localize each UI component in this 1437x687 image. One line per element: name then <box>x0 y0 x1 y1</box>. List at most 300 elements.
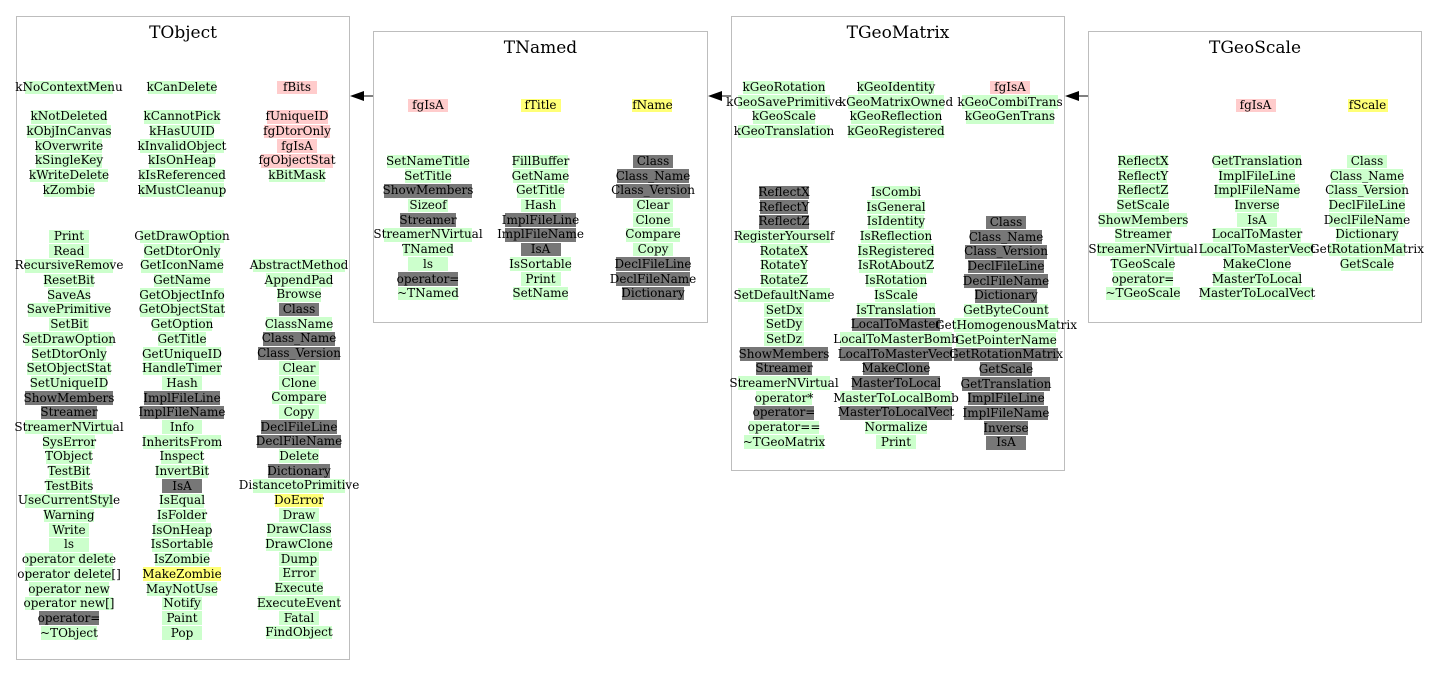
member-label: IsZombie <box>153 552 211 567</box>
member-label: ShowMembers <box>382 183 474 198</box>
member-label: SaveAs <box>46 287 92 302</box>
member-label: operator delete[] <box>17 566 121 581</box>
member-label: Browse <box>276 287 322 302</box>
member-label: Class_Name <box>1329 168 1405 183</box>
member-label: TestBits <box>44 478 94 493</box>
member-cell <box>847 124 944 139</box>
member-label: MasterToLocalBomb <box>833 390 959 405</box>
member-label: kZombie <box>42 182 96 197</box>
member-cell <box>850 109 943 124</box>
member-label: GetScale <box>978 361 1034 376</box>
member-cell <box>961 377 1052 392</box>
member-cell <box>262 331 337 346</box>
member-label: GetByteCount <box>963 303 1049 318</box>
member-cell <box>265 317 334 332</box>
member-cell <box>512 154 570 169</box>
member-label: operator delete <box>21 552 117 567</box>
member-label: Print <box>880 434 912 449</box>
member-label: MasterToLocal <box>850 375 942 390</box>
member-label: operator= <box>752 405 816 420</box>
member-cell <box>760 244 809 259</box>
member-label: TGeoScale <box>1110 256 1176 271</box>
member-cell <box>516 183 565 198</box>
member-label: fgIsA <box>412 98 444 112</box>
member-label: fScale <box>1348 98 1387 112</box>
member-cell <box>257 346 341 361</box>
member-label: ReflectX <box>758 185 810 199</box>
member-label: ReflectY <box>1117 168 1169 183</box>
member-cell <box>833 391 959 406</box>
member-label: RotateY <box>759 258 809 273</box>
member-label: ImplFileName <box>497 227 584 242</box>
member-cell <box>867 214 925 229</box>
member-label: DeclFileName <box>609 271 697 286</box>
member-label: IsFolder <box>156 508 208 523</box>
member-label: kHasUUID <box>149 124 215 139</box>
method-column <box>136 229 228 640</box>
member-cell <box>138 183 227 198</box>
member-cell <box>43 183 96 198</box>
member-cell <box>30 109 107 124</box>
member-label: ImplFileLine <box>1218 168 1296 183</box>
member-label: RotateZ <box>759 273 809 288</box>
member-label: DeclFileLine <box>967 259 1045 274</box>
member-label: SetDrawOption <box>21 331 117 346</box>
member-cell <box>140 258 224 273</box>
member-cell <box>734 288 835 303</box>
member-cell <box>1111 257 1176 272</box>
member-cell <box>1330 169 1405 184</box>
member-cell <box>153 273 211 288</box>
member-cell <box>155 464 209 479</box>
member-cell <box>139 288 225 303</box>
member-cell <box>149 124 215 139</box>
member-label: ~TGeoScale <box>1105 286 1181 301</box>
member-label: kGeoRegistered <box>847 124 945 139</box>
member-label: Inspect <box>159 449 205 464</box>
member-label: operator= <box>37 610 101 625</box>
member-label: Execute <box>274 581 324 596</box>
member-cell <box>838 405 955 420</box>
member-label: Pop <box>170 625 194 640</box>
member-cell <box>257 596 341 611</box>
member-label: ClassName <box>264 316 334 331</box>
member-cell <box>986 215 1026 230</box>
member-label: IsEqual <box>158 493 206 508</box>
member-cell <box>969 230 1044 245</box>
member-label: ImplFileLine <box>501 212 580 227</box>
member-label: Clear <box>282 360 316 375</box>
member-label: Error <box>282 566 316 581</box>
member-label: GetName <box>153 273 211 288</box>
member-label: SetDx <box>765 302 803 317</box>
member-cell <box>1212 227 1302 242</box>
member-label: SetDefaultName <box>733 287 835 302</box>
class-title: TGeoMatrix <box>846 23 950 43</box>
member-label: IsSortable <box>150 537 214 552</box>
class-box-tobject <box>14 16 360 660</box>
member-label: IsTranslation <box>855 302 937 317</box>
member-label: kCanDelete <box>146 80 218 94</box>
member-label: GetScale <box>1339 256 1395 271</box>
member-cell <box>18 493 120 508</box>
member-cell <box>990 80 1030 95</box>
member-cell <box>151 537 214 552</box>
member-cell <box>521 198 561 213</box>
member-label: ls <box>64 537 74 552</box>
member-cell <box>22 552 116 567</box>
member-cell <box>142 567 221 582</box>
member-label: GetUniqueID <box>141 346 223 361</box>
class-title: TGeoScale <box>1208 38 1301 58</box>
member-cell <box>152 523 213 538</box>
member-label: DrawClass <box>266 522 332 537</box>
enum-column <box>838 80 954 139</box>
member-cell <box>139 405 226 420</box>
member-label: IsGeneral <box>866 199 926 214</box>
member-cell <box>633 242 673 257</box>
member-label: IsOnHeap <box>151 522 213 537</box>
member-cell <box>729 376 838 391</box>
member-cell <box>49 244 89 259</box>
member-cell <box>611 183 695 198</box>
member-cell <box>43 508 94 523</box>
member-cell <box>1118 169 1169 184</box>
member-label: TObject <box>45 449 93 464</box>
member-cell <box>143 391 220 406</box>
member-label: Compare <box>271 390 327 405</box>
member-cell <box>1116 198 1169 213</box>
member-label: Sizeof <box>409 198 447 213</box>
member-cell <box>743 435 826 450</box>
member-label: Class_Version <box>964 244 1048 259</box>
member-cell <box>42 435 96 450</box>
member-cell <box>276 287 321 302</box>
member-cell <box>1199 242 1316 257</box>
member-label: kMustCleanup <box>137 182 227 197</box>
member-label: GetPointerName <box>955 332 1057 347</box>
member-label: kGeoSavePrimitive <box>726 94 842 109</box>
member-cell <box>857 80 936 95</box>
member-cell <box>15 80 123 95</box>
member-label: MayNotUse <box>145 581 219 596</box>
member-cell <box>138 139 227 154</box>
member-cell <box>35 153 103 168</box>
member-cell <box>625 227 680 242</box>
member-label: GetObjectInfo <box>139 287 225 302</box>
member-label: HandleTimer <box>141 361 223 376</box>
member-label: GetDrawOption <box>134 229 230 243</box>
member-label: IsA <box>996 435 1016 450</box>
member-label: DeclFileName <box>255 434 343 449</box>
member-cell <box>146 582 218 597</box>
member-label: kGeoScale <box>751 109 817 124</box>
member-label: IsCombi <box>870 185 922 199</box>
member-label: DeclFileName <box>1323 212 1411 227</box>
member-label: Hash <box>166 375 198 390</box>
member-cell <box>1328 198 1405 213</box>
member-cell <box>610 272 697 287</box>
member-cell <box>1112 272 1175 287</box>
member-cell <box>142 435 223 450</box>
member-cell <box>633 213 673 228</box>
member-label: Streamer <box>755 361 813 376</box>
member-label: Copy <box>637 242 669 257</box>
member-cell <box>279 361 319 376</box>
member-cell <box>963 303 1049 318</box>
member-label: ImplFileName <box>138 405 226 420</box>
member-cell <box>1105 286 1180 301</box>
member-label: StreamerNVirtual <box>373 227 483 242</box>
member-cell <box>40 626 98 641</box>
member-label: Inverse <box>983 420 1029 435</box>
member-cell <box>267 464 330 479</box>
member-label: kOverwrite <box>34 138 104 153</box>
member-cell <box>967 391 1044 406</box>
member-cell <box>258 153 335 168</box>
member-cell <box>755 391 814 406</box>
member-cell <box>633 154 673 169</box>
member-cell <box>963 406 1050 421</box>
member-cell <box>383 183 474 198</box>
member-label: Inverse <box>1234 198 1280 213</box>
member-cell <box>856 303 936 318</box>
member-cell <box>14 420 123 435</box>
member-label: InvertBit <box>154 464 210 478</box>
member-label: MakeZombie <box>142 566 222 581</box>
member-cell <box>616 169 691 184</box>
member-label: ShowMembers <box>738 346 830 361</box>
member-cell <box>1088 242 1197 257</box>
member-label: ReflectZ <box>1117 183 1169 198</box>
member-cell <box>45 449 93 464</box>
member-label: fgIsA <box>994 80 1026 94</box>
member-label: Warning <box>43 508 95 523</box>
member-cell <box>833 332 959 347</box>
member-cell <box>279 449 319 464</box>
member-label: SetObjectStat <box>26 361 112 376</box>
method-column <box>1310 154 1424 272</box>
member-label: Dictionary <box>621 286 685 301</box>
member-label: operator new <box>28 581 110 596</box>
member-label: DoError <box>273 493 325 507</box>
member-cell <box>29 168 109 183</box>
inheritance-arrow-tnamed-to-tobject <box>350 91 373 101</box>
member-cell <box>24 596 115 611</box>
member-cell <box>397 286 459 301</box>
member-cell <box>862 361 931 376</box>
member-label: Dump <box>280 551 318 566</box>
member-label: ImplFileLine <box>967 391 1045 406</box>
member-label: IsSortable <box>509 256 572 271</box>
member-cell <box>1117 183 1168 198</box>
member-cell <box>260 420 337 435</box>
member-label: ReflectX <box>1117 154 1169 168</box>
member-cell <box>876 435 916 450</box>
member-cell <box>17 567 121 582</box>
member-cell <box>386 154 470 169</box>
member-cell <box>134 229 229 244</box>
member-cell <box>752 109 816 124</box>
member-label: TestBit <box>47 464 91 478</box>
member-label: Write <box>52 522 86 537</box>
member-cell <box>967 259 1044 274</box>
member-label: kObjInCanvas <box>26 124 112 139</box>
member-label: IsIdentity <box>866 214 926 229</box>
member-cell <box>764 303 804 318</box>
member-cell <box>49 523 89 538</box>
member-cell <box>266 522 331 537</box>
member-cell <box>764 332 804 347</box>
member-label: Normalize <box>864 420 928 434</box>
member-label: IsRotAboutZ <box>857 258 935 273</box>
member-label: Copy <box>283 404 315 419</box>
member-cell <box>48 464 91 479</box>
member-cell <box>147 80 218 95</box>
member-label: AppendPad <box>264 272 334 287</box>
member-cell <box>404 169 452 184</box>
member-cell <box>521 98 561 113</box>
member-label: SetName <box>512 286 569 301</box>
member-cell <box>964 244 1048 259</box>
member-label: kWriteDelete <box>28 168 110 183</box>
member-cell <box>1340 257 1395 272</box>
member-cell <box>40 405 97 420</box>
member-cell <box>1348 98 1388 113</box>
member-label: ~TNamed <box>397 286 459 301</box>
member-label: kNoContextMenu <box>15 80 123 94</box>
member-label: kCannotPick <box>143 109 221 124</box>
member-label: TNamed <box>402 242 454 257</box>
member-cell <box>265 537 333 552</box>
member-label: operator= <box>396 271 460 286</box>
member-label: fBits <box>282 80 312 94</box>
member-cell <box>279 552 319 567</box>
member-label: GetDtorOnly <box>143 243 221 258</box>
member-cell <box>279 302 319 317</box>
member-label: MakeClone <box>861 361 931 376</box>
member-cell <box>271 390 326 405</box>
member-label: Fatal <box>283 610 315 625</box>
member-label: ReflectZ <box>758 214 810 229</box>
member-cell <box>742 80 825 95</box>
member-cell <box>734 124 835 139</box>
member-cell <box>758 214 809 229</box>
member-cell <box>758 185 809 200</box>
member-label: fgIsA <box>1239 98 1272 112</box>
member-label: Paint <box>166 610 198 625</box>
class-title: TObject <box>149 23 217 43</box>
member-label: GetRotationMatrix <box>949 347 1063 362</box>
member-cell <box>512 169 570 184</box>
member-cell <box>408 198 448 213</box>
member-cell <box>1114 227 1171 242</box>
member-label: LocalToMaster <box>1211 227 1303 242</box>
member-label: RegisterYourself <box>733 229 835 244</box>
member-cell <box>263 124 331 139</box>
member-cell <box>15 258 124 273</box>
member-label: SysError <box>41 434 97 449</box>
member-cell <box>1117 154 1168 169</box>
member-label: kGeoRotation <box>742 80 826 94</box>
member-label: ls <box>423 256 433 271</box>
member-label: Notify <box>163 596 201 611</box>
member-cell <box>26 361 111 376</box>
member-cell <box>759 200 810 215</box>
member-cell <box>979 362 1034 377</box>
member-cell <box>24 391 115 406</box>
member-label: operator* <box>754 390 814 405</box>
member-label: kBitMask <box>268 168 326 183</box>
member-label: SetDz <box>765 331 803 346</box>
member-label: ShowMembers <box>23 390 115 405</box>
member-label: Draw <box>282 507 316 522</box>
member-cell <box>1236 98 1276 113</box>
member-label: SetDtorOnly <box>31 346 107 361</box>
member-cell <box>265 625 332 640</box>
member-cell <box>726 95 842 110</box>
member-label: fgDtorOnly <box>263 124 331 139</box>
member-cell <box>49 229 89 244</box>
member-cell <box>43 273 95 288</box>
member-label: operator new[] <box>23 596 115 611</box>
member-cell <box>748 420 821 435</box>
member-cell <box>734 229 835 244</box>
member-label: GetRotationMatrix <box>1310 242 1424 257</box>
member-cell <box>866 200 925 215</box>
member-label: StreamerNVirtual <box>14 419 124 434</box>
member-label: ~TObject <box>40 625 98 640</box>
member-label: IsA <box>172 478 192 493</box>
member-cell <box>279 566 319 581</box>
member-label: ImplFileLine <box>143 390 221 405</box>
member-label: GetTitle <box>515 183 566 198</box>
member-cell <box>139 302 225 317</box>
member-label: GetHomogenousMatrix <box>934 317 1078 332</box>
member-label: fName <box>632 98 673 112</box>
member-cell <box>30 376 109 391</box>
member-label: MasterToLocalVect <box>1198 286 1316 301</box>
member-label: DeclFileLine <box>614 256 692 271</box>
member-cell <box>1098 213 1189 228</box>
member-cell <box>838 347 955 362</box>
member-cell <box>1212 272 1302 287</box>
member-cell <box>753 405 816 420</box>
member-cell <box>266 109 329 124</box>
member-cell <box>279 376 319 391</box>
member-label: Compare <box>625 227 681 242</box>
member-label: Clear <box>636 198 670 213</box>
member-cell <box>159 493 205 508</box>
member-label: kGeoMatrixOwned <box>838 94 954 109</box>
member-label: DrawClone <box>265 537 333 552</box>
member-label: operator= <box>1111 271 1175 286</box>
member-cell <box>739 347 830 362</box>
member-label: Class <box>636 154 670 168</box>
member-label: kSingleKey <box>34 153 104 168</box>
member-label: Class <box>1350 154 1384 168</box>
member-label: Class <box>282 302 316 317</box>
member-label: kIsReferenced <box>138 168 226 183</box>
member-label: GetTitle <box>157 331 207 346</box>
member-label: MasterToLocalVect <box>837 405 955 420</box>
member-cell <box>502 213 579 228</box>
member-cell <box>874 288 918 303</box>
member-cell <box>397 272 460 287</box>
member-cell <box>839 95 953 110</box>
member-cell <box>268 168 326 183</box>
member-label: MasterToLocal <box>1211 271 1303 286</box>
